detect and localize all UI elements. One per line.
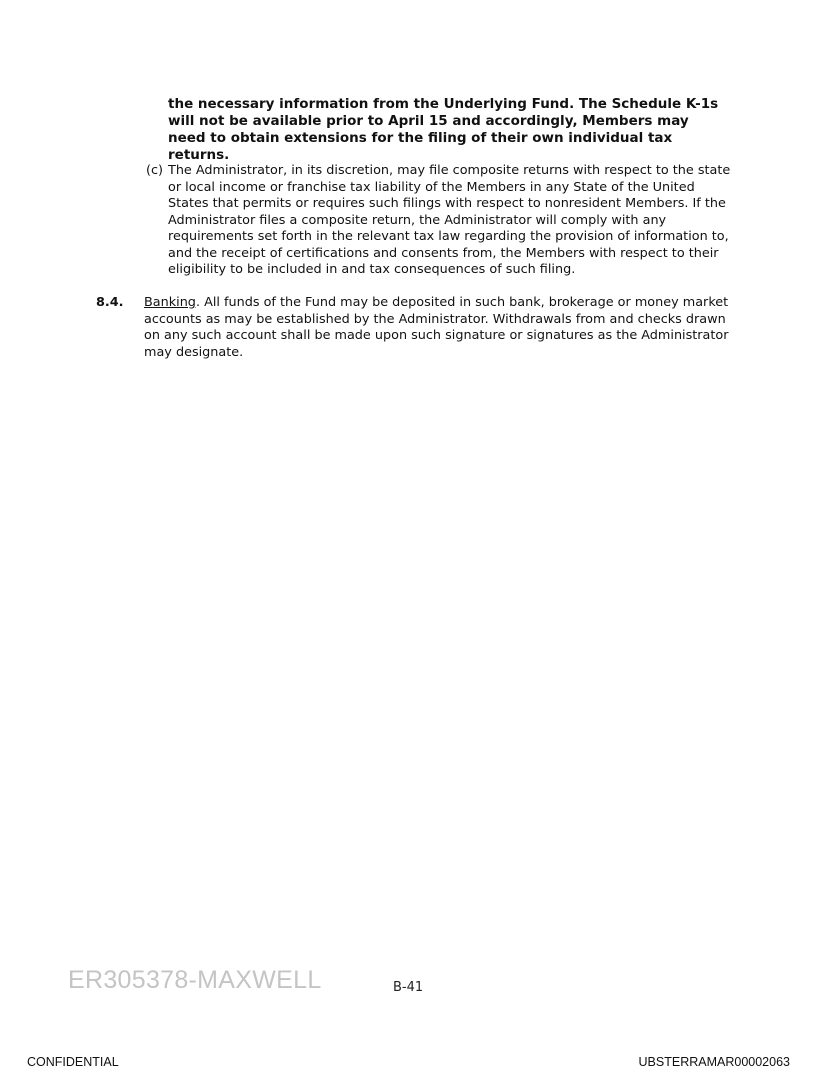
- section-body: [144, 295, 736, 361]
- confidential-label: CONFIDENTIAL: [27, 1055, 119, 1069]
- page-number: B-41: [393, 980, 424, 995]
- section-number: 8.4.: [96, 295, 124, 310]
- continued-bold-paragraph: the necessary information from the Underlying Fund. The Schedule K-1s will not be available prior to April 15 and accordingly, Members may need to obtain extensions for the filing of their own individual tax returns.: [168, 96, 719, 163]
- list-item-c: [146, 163, 736, 279]
- section-heading: Banking: [144, 295, 196, 310]
- item-c-text: The Administrator, in its discretion, may file composite returns with respect to the state or local income or franchise tax liability of the Members in any State of the United States that permits or requires such filings with respect to nonresident Members. If the Administrator files a composite return, the Administrator will comply with any requirements set forth in the relevant tax law regarding the provision of information to, and the receipt of certifications and consents from, the Members with respect to their eligibility to be included in and tax consequences of such filing.: [168, 163, 731, 277]
- section-8-4: [96, 295, 736, 361]
- bates-number: UBSTERRAMAR00002063: [638, 1055, 790, 1069]
- section-text: . All funds of the Fund may be deposited in such bank, brokerage or money market accounts as may be established by the Administrator. Withdrawals from and checks drawn on any such account shall be made upon such signature or signatures as the Administrator may designate.: [144, 295, 729, 360]
- exhibit-stamp: ER305378-MAXWELL: [68, 966, 322, 994]
- item-marker: (c): [146, 163, 164, 178]
